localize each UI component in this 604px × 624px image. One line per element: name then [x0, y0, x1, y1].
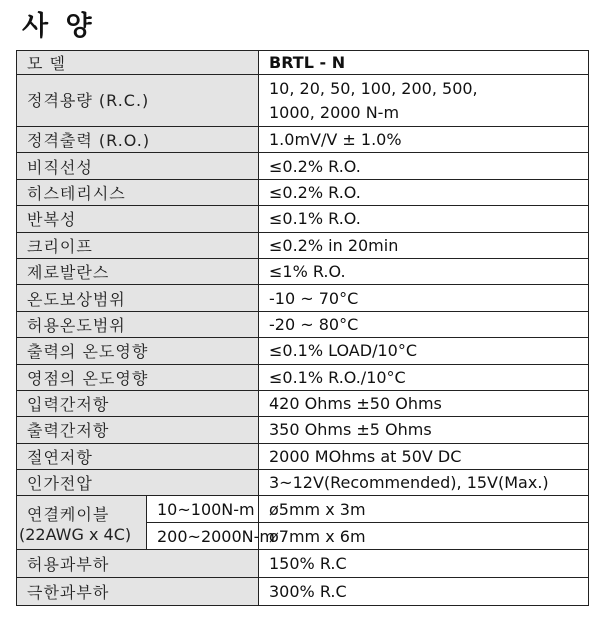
spec-label: 인가전압 — [17, 470, 259, 496]
table-row — [17, 311, 589, 337]
spec-label: 반복성 — [17, 206, 259, 232]
spec-label: 영점의 온도영향 — [17, 364, 259, 390]
rated-capacity-line1: 10, 20, 50, 100, 200, 500, — [269, 78, 478, 98]
spec-value: -10 ~ 70°C — [259, 285, 589, 311]
spec-label: 극한과부하 — [17, 578, 259, 606]
spec-value: 1.0mV/V ± 1.0% — [259, 127, 589, 153]
table-row — [17, 51, 589, 75]
rated-capacity-label: 정격용량 (R.C.) — [17, 75, 259, 127]
spec-label: 온도보상범위 — [17, 285, 259, 311]
table-row — [17, 364, 589, 390]
cable-value: ø7mm x 6m — [259, 523, 589, 550]
table-row — [17, 153, 589, 179]
table-row — [17, 232, 589, 258]
spec-value: ≤0.1% LOAD/10°C — [259, 338, 589, 364]
table-row — [17, 550, 589, 578]
cable-label-top: 연결케이블 — [27, 504, 110, 524]
cable-range: 200~2000N-m — [147, 523, 259, 550]
spec-value: ≤0.2% R.O. — [259, 179, 589, 205]
spec-label: 정격출력 (R.O.) — [17, 127, 259, 153]
spec-value: 300% R.C — [259, 578, 589, 606]
spec-table — [16, 50, 589, 606]
table-row — [17, 75, 589, 127]
rated-capacity-value — [259, 75, 589, 127]
cable-value: ø5mm x 3m — [259, 496, 589, 523]
table-row — [17, 285, 589, 311]
cable-label-bottom: (22AWG x 4C) — [19, 524, 132, 544]
cable-range: 10~100N-m — [147, 496, 259, 523]
spec-label: 허용온도범위 — [17, 311, 259, 337]
spec-label: 허용과부하 — [17, 550, 259, 578]
spec-value: 3~12V(Recommended), 15V(Max.) — [259, 470, 589, 496]
page-title: 사 양 — [22, 11, 96, 42]
table-row — [17, 578, 589, 606]
spec-value: 2000 MOhms at 50V DC — [259, 443, 589, 469]
model-label: 모 델 — [17, 51, 259, 75]
spec-label: 출력의 온도영향 — [17, 338, 259, 364]
spec-value: 350 Ohms ±5 Ohms — [259, 417, 589, 443]
table-row — [17, 390, 589, 416]
spec-value: -20 ~ 80°C — [259, 311, 589, 337]
cable-label — [17, 496, 147, 550]
spec-label: 출력간저항 — [17, 417, 259, 443]
table-row — [17, 179, 589, 205]
table-row — [17, 496, 589, 523]
spec-label: 제로발란스 — [17, 258, 259, 284]
spec-value: ≤1% R.O. — [259, 258, 589, 284]
rated-capacity-line2: 1000, 2000 N-m — [269, 102, 400, 122]
table-row — [17, 206, 589, 232]
table-row — [17, 258, 589, 284]
spec-value: ≤0.1% R.O. — [259, 206, 589, 232]
table-row — [17, 338, 589, 364]
spec-label: 절연저항 — [17, 443, 259, 469]
model-value: BRTL - N — [259, 51, 589, 75]
spec-label: 히스테리시스 — [17, 179, 259, 205]
table-row — [17, 470, 589, 496]
table-row — [17, 127, 589, 153]
spec-label: 비직선성 — [17, 153, 259, 179]
spec-label: 입력간저항 — [17, 390, 259, 416]
spec-value: ≤0.2% in 20min — [259, 232, 589, 258]
table-row — [17, 443, 589, 469]
spec-value: ≤0.1% R.O./10°C — [259, 364, 589, 390]
spec-label: 크리이프 — [17, 232, 259, 258]
spec-value: 150% R.C — [259, 550, 589, 578]
spec-value: ≤0.2% R.O. — [259, 153, 589, 179]
table-row — [17, 417, 589, 443]
spec-value: 420 Ohms ±50 Ohms — [259, 390, 589, 416]
